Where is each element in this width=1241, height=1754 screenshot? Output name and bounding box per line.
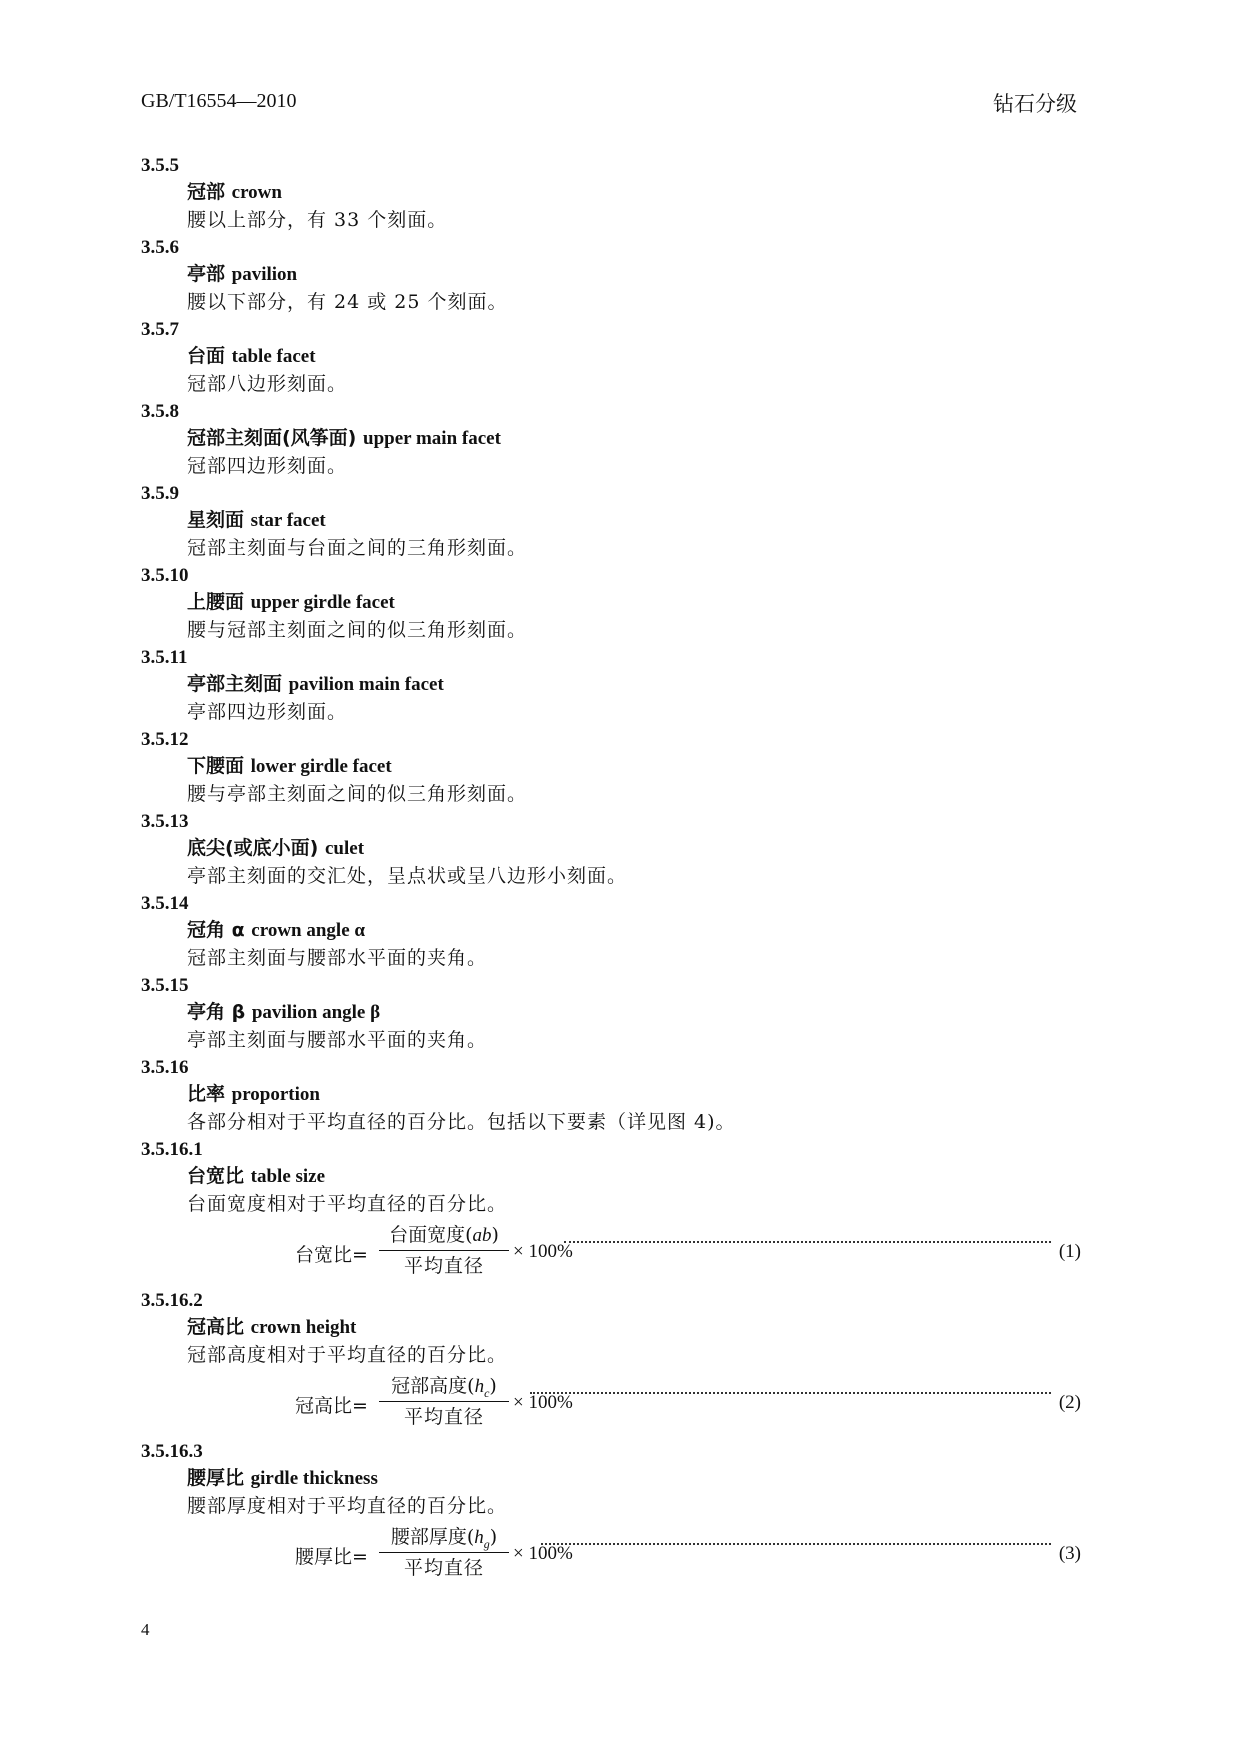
term-chinese: 亭角 β (187, 1001, 246, 1023)
term-chinese: 冠部主刻面(风筝面) (187, 427, 357, 449)
term-english: crown angle α (251, 920, 365, 941)
numerator-text: 台面宽度 (389, 1224, 466, 1246)
clause-number: 3.5.9 (141, 483, 179, 504)
term-chinese: 比率 (187, 1083, 226, 1105)
term-english: lower girdle facet (250, 756, 392, 777)
document-title: 钻石分级 (993, 92, 1077, 116)
formula-denominator: 平均直径 (403, 1406, 484, 1428)
clause-number: 3.5.7 (141, 319, 179, 340)
term-entry (141, 972, 1081, 1054)
term-chinese: 冠角 α (187, 919, 245, 941)
leader-dots (530, 1388, 1051, 1394)
term-entry (141, 726, 1081, 808)
leader-dots (541, 1539, 1051, 1545)
clause-number: 3.5.12 (141, 729, 189, 750)
term-heading (187, 999, 1081, 1026)
formula-label: 腰厚比= (295, 1546, 368, 1568)
term-definition: 亭部主刻面的交汇处，呈点状或呈八边形小刻面。 (187, 865, 628, 887)
term-heading (187, 671, 1081, 698)
term-chinese: 亭部 (187, 263, 226, 285)
term-definition: 亭部主刻面与腰部水平面的夹角。 (187, 1029, 488, 1051)
document-body (141, 152, 1081, 1589)
term-definition: 冠部八边形刻面。 (187, 373, 348, 395)
clause-number: 3.5.16.3 (141, 1441, 203, 1462)
numerator-variable: h (474, 1527, 484, 1548)
term-chinese: 台面 (187, 345, 226, 367)
term-heading (187, 179, 1081, 206)
formula (141, 1522, 1081, 1588)
term-heading (187, 1314, 1081, 1341)
term-definition: 冠部四边形刻面。 (187, 455, 348, 477)
term-entry (141, 152, 1081, 234)
term-entry (141, 644, 1081, 726)
formula-denominator: 平均直径 (403, 1255, 484, 1277)
numerator-variable: h (474, 1376, 485, 1397)
term-heading (187, 343, 1081, 370)
term-english: culet (325, 838, 365, 859)
term-heading (187, 507, 1081, 534)
term-definition: 腰以下部分，有 24 或 25 个刻面。 (187, 291, 508, 313)
term-english: table size (250, 1166, 326, 1187)
term-entry (141, 1136, 1081, 1286)
term-heading (187, 835, 1081, 862)
term-chinese: 冠高比 (187, 1316, 245, 1338)
term-chinese: 亭部主刻面 (187, 673, 283, 695)
term-definition: 台面宽度相对于平均直径的百分比。 (187, 1193, 508, 1215)
term-entry (141, 1438, 1081, 1588)
term-sections (141, 152, 1081, 1136)
term-entry (141, 1054, 1081, 1136)
term-definition: 亭部四边形刻面。 (187, 701, 348, 723)
term-chinese: 下腰面 (187, 755, 245, 777)
term-entry (141, 480, 1081, 562)
term-entry (141, 234, 1081, 316)
clause-number: 3.5.5 (141, 155, 179, 176)
term-english: proportion (231, 1084, 320, 1105)
numerator-subscript: c (484, 1385, 490, 1400)
leader-dots (564, 1237, 1051, 1243)
term-chinese: 腰厚比 (187, 1467, 245, 1489)
term-english: girdle thickness (250, 1468, 378, 1489)
formula-denominator: 平均直径 (403, 1557, 484, 1579)
term-english: crown (231, 182, 282, 203)
term-english: upper girdle facet (250, 592, 395, 613)
clause-number: 3.5.6 (141, 237, 179, 258)
term-definition: 各部分相对于平均直径的百分比。包括以下要素（详见图 4)。 (187, 1111, 736, 1133)
proportion-subsections (141, 1136, 1081, 1588)
formula-multiplier: × 100% (513, 1543, 573, 1564)
term-heading (187, 1163, 1081, 1190)
term-entry (141, 562, 1081, 644)
term-heading (187, 1465, 1081, 1492)
term-definition: 腰部厚度相对于平均直径的百分比。 (187, 1495, 508, 1517)
term-english: upper main facet (363, 428, 501, 449)
term-chinese: 上腰面 (187, 591, 245, 613)
numerator-text: 腰部厚度 (390, 1526, 467, 1548)
clause-number: 3.5.15 (141, 975, 189, 996)
clause-number: 3.5.14 (141, 893, 189, 914)
term-definition: 冠部高度相对于平均直径的百分比。 (187, 1344, 508, 1366)
term-entry (141, 808, 1081, 890)
formula-fraction (378, 1522, 510, 1583)
term-english: table facet (231, 346, 316, 367)
equation-number: (2) (1058, 1392, 1081, 1413)
formula-fraction (378, 1371, 510, 1432)
term-chinese: 台宽比 (187, 1165, 245, 1187)
formula-label: 台宽比= (295, 1244, 368, 1266)
term-english: pavilion (231, 264, 298, 285)
term-chinese: 冠部 (187, 181, 226, 203)
term-english: star facet (250, 510, 326, 531)
formula (141, 1220, 1081, 1286)
clause-number: 3.5.16.2 (141, 1290, 203, 1311)
formula-fraction (378, 1220, 510, 1281)
formula-multiplier: × 100% (513, 1392, 573, 1413)
numerator-variable: ab (472, 1225, 492, 1246)
equation-number: (1) (1058, 1241, 1081, 1262)
standard-number: GB/T16554—2010 (141, 90, 297, 112)
formula-multiplier: × 100% (513, 1241, 573, 1262)
term-heading (187, 753, 1081, 780)
term-chinese: 星刻面 (187, 509, 245, 531)
term-english: pavilion main facet (288, 674, 444, 695)
formula-label: 冠高比= (295, 1395, 368, 1417)
term-definition: 腰与亭部主刻面之间的似三角形刻面。 (187, 783, 528, 805)
term-english: pavilion angle β (251, 1002, 381, 1023)
term-heading (187, 425, 1081, 452)
term-entry (141, 1287, 1081, 1437)
term-definition: 腰以上部分，有 33 个刻面。 (187, 209, 448, 231)
numerator-text: 冠部高度 (391, 1375, 468, 1397)
formula-numerator: 腰部厚度$(h_g)$ (390, 1526, 498, 1551)
term-entry (141, 398, 1081, 480)
term-entry (141, 890, 1081, 972)
term-entry (141, 316, 1081, 398)
page-number: 4 (141, 1620, 150, 1639)
clause-number: 3.5.10 (141, 565, 189, 586)
clause-number: 3.5.11 (141, 647, 188, 668)
term-definition: 冠部主刻面与腰部水平面的夹角。 (187, 947, 488, 969)
clause-number: 3.5.8 (141, 401, 179, 422)
numerator-subscript: g (483, 1536, 490, 1551)
equation-number: (3) (1058, 1543, 1081, 1564)
clause-number: 3.5.13 (141, 811, 189, 832)
term-heading (187, 589, 1081, 616)
formula-numerator: 冠部高度$(h_c)$ (391, 1375, 497, 1400)
clause-number: 3.5.16.1 (141, 1139, 203, 1160)
term-chinese: 底尖(或底小面) (187, 837, 319, 859)
term-heading (187, 917, 1081, 944)
term-definition: 冠部主刻面与台面之间的三角形刻面。 (187, 537, 528, 559)
clause-number: 3.5.16 (141, 1057, 189, 1078)
term-heading (187, 261, 1081, 288)
term-definition: 腰与冠部主刻面之间的似三角形刻面。 (187, 619, 528, 641)
formula (141, 1371, 1081, 1437)
term-heading (187, 1081, 1081, 1108)
term-english: crown height (250, 1317, 357, 1338)
formula-numerator: 台面宽度(ab) (389, 1224, 499, 1246)
